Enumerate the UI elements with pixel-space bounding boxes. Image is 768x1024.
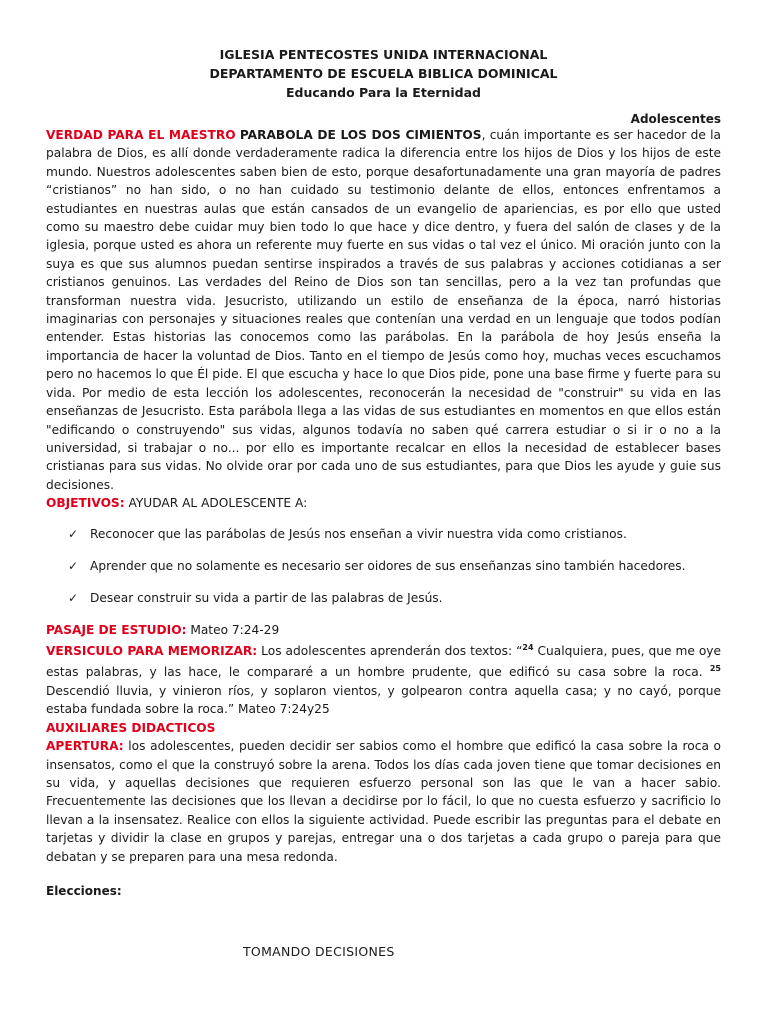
objetivo-text: Desear construir su vida a partir de las palabras de Jesús. xyxy=(90,590,443,605)
auxiliares-label: AUXILIARES DIDACTICOS xyxy=(46,720,216,735)
apertura-text: los adolescentes, pueden decidir ser sabios como el hombre que edificó la casa sobre la roca o insensatos, como el que la construyó sobre la arena. Todos los días cada joven tiene que tomar decisiones en su vida, y aquellas decisiones que requieren esfuerzo personal son las que le van a hacer sabio. Frecuentemente las decisiones que los llevan a decidirse por lo fácil, lo que no cuesta esfuerzo y sacrificio lo llevan a la insensatez. Realice con ellos la siguiente actividad. Puede escribir las preguntas para el debate en tarjetas y dividir la clase en grupos y parejas, entregar una o dos tarjetas a cada grupo o pareja para que debatan y se preparen para una mesa redonda. xyxy=(46,739,721,864)
objetivos-list xyxy=(46,525,721,607)
list-item xyxy=(68,557,721,575)
versiculo-label: VERSICULO PARA MEMORIZAR: xyxy=(46,644,258,658)
versiculo-paragraph xyxy=(46,639,721,719)
objetivos-text: AYUDAR AL ADOLESCENTE A: xyxy=(124,496,308,511)
verse-number: 24 xyxy=(522,642,534,652)
verse-text: Cualquiera, pues, que me oye estas palabras, y las hace, le compararé a un hombre prudente, que edificó su casa sobre la roca. xyxy=(46,644,721,680)
motto: Educando Para la Eternidad xyxy=(286,85,481,100)
elecciones-heading: Elecciones: xyxy=(46,883,122,898)
objetivo-text: Aprender que no solamente es necesario ser oidores de sus enseñanzas sino también hacedores. xyxy=(90,558,686,573)
pasaje-text: Mateo 7:24-29 xyxy=(186,622,280,637)
verdad-paragraph xyxy=(46,126,721,494)
check-icon: ✓ xyxy=(68,590,79,605)
auxiliares-heading xyxy=(46,719,721,737)
objetivo-text: Reconocer que las parábolas de Jesús nos enseñan a vivir nuestra vida como cristianos. xyxy=(90,526,627,541)
pasaje-line xyxy=(46,621,721,639)
verse-number: 25 xyxy=(709,664,721,674)
list-item xyxy=(68,589,721,607)
check-icon: ✓ xyxy=(68,558,79,573)
objetivos-line xyxy=(46,494,721,512)
list-item xyxy=(68,525,721,543)
audience-level: Adolescentes xyxy=(630,112,721,126)
church-name: IGLESIA PENTECOSTES UNIDA INTERNACIONAL xyxy=(219,47,548,62)
lesson-title: PARABOLA DE LOS DOS CIMIENTOS xyxy=(239,128,482,142)
objetivos-label: OBJETIVOS: xyxy=(46,496,125,511)
verdad-text: , cuán importante es ser hacedor de la palabra de Dios, es allí donde verdaderamente radica la diferencia entre los hijos de Dios y los hijos de este mundo. Nuestros adolescentes saben bien de esto, porque desafortunadamente una gran mayoría de padres “cristianos” no han sido, o no han cuidado su testimonio delante de ellos, entonces enfrentamos a estudiantes en nuestras aulas que están cansados de un evangelio de apariencias, es por ello que usted como su maestro debe cuidar muy bien todo lo que hace y dice dentro, y fuera del salón de clases y de la iglesia, porque usted es ahora un referente muy fuerte en sus vidas o tal vez el único. Mi oración junto con la suya es que sus alumnos puedan sentirse inspirados a través de sus palabras y acciones cotidianas a ser cristianos genuinos. Las verdades del Reino de Dios son tan sencillas, pero a la vez tan profundas que transforman nuestra vida. Jesucristo, utilizando un estilo de enseñanza de la época, narró historias imaginarias con personajes y situaciones reales que contenían una verdad en un lenguaje que todos podían entender. Estas historias las conocemos como las parábolas. En la parábola de hoy Jesús enseña la importancia de hacer la voluntad de Dios. Tanto en el tiempo de Jesús como hoy, muchas veces escuchamos pero no hacemos lo que Él pide. El que escucha y hace lo que Dios pide, pone una base firme y fuerte para su vida. Por medio de esta lección los adolescentes, reconocerán la necesidad de "construir" su vida en las enseñanzas de Jesucristo. Esta parábola llega a las vidas de sus estudiantes en momentos en que ellos están "edificando o construyendo" sus vidas, algunos todavía no saben qué carrera estudiar o si ir o no a la universidad, si trabajar o no... por ello es importante recalcar en ellos la necesidad de establecer bases cristianas para sus vidas. No olvide orar por cada uno de sus estudiantes, para que Dios les ayude y guie sus decisiones. xyxy=(46,128,721,492)
pasaje-label: PASAJE DE ESTUDIO: xyxy=(46,622,187,637)
department-name: DEPARTAMENTO DE ESCUELA BIBLICA DOMINICAL xyxy=(209,66,558,81)
verdad-label: VERDAD PARA EL MAESTRO xyxy=(46,128,236,142)
versiculo-intro: Los adolescentes aprenderán dos textos: “ xyxy=(257,644,523,658)
apertura-label: APERTURA: xyxy=(46,739,124,754)
check-icon: ✓ xyxy=(68,526,79,541)
verse-text: Descendió lluvia, y vinieron ríos, y soplaron vientos, y golpearon contra aquella casa; y no cayó, porque estaba fundada sobre la roca.” Mateo 7:24y25 xyxy=(46,683,721,717)
apertura-paragraph xyxy=(46,737,721,866)
tomando-decisiones-heading: TOMANDO DECISIONES xyxy=(243,944,395,959)
